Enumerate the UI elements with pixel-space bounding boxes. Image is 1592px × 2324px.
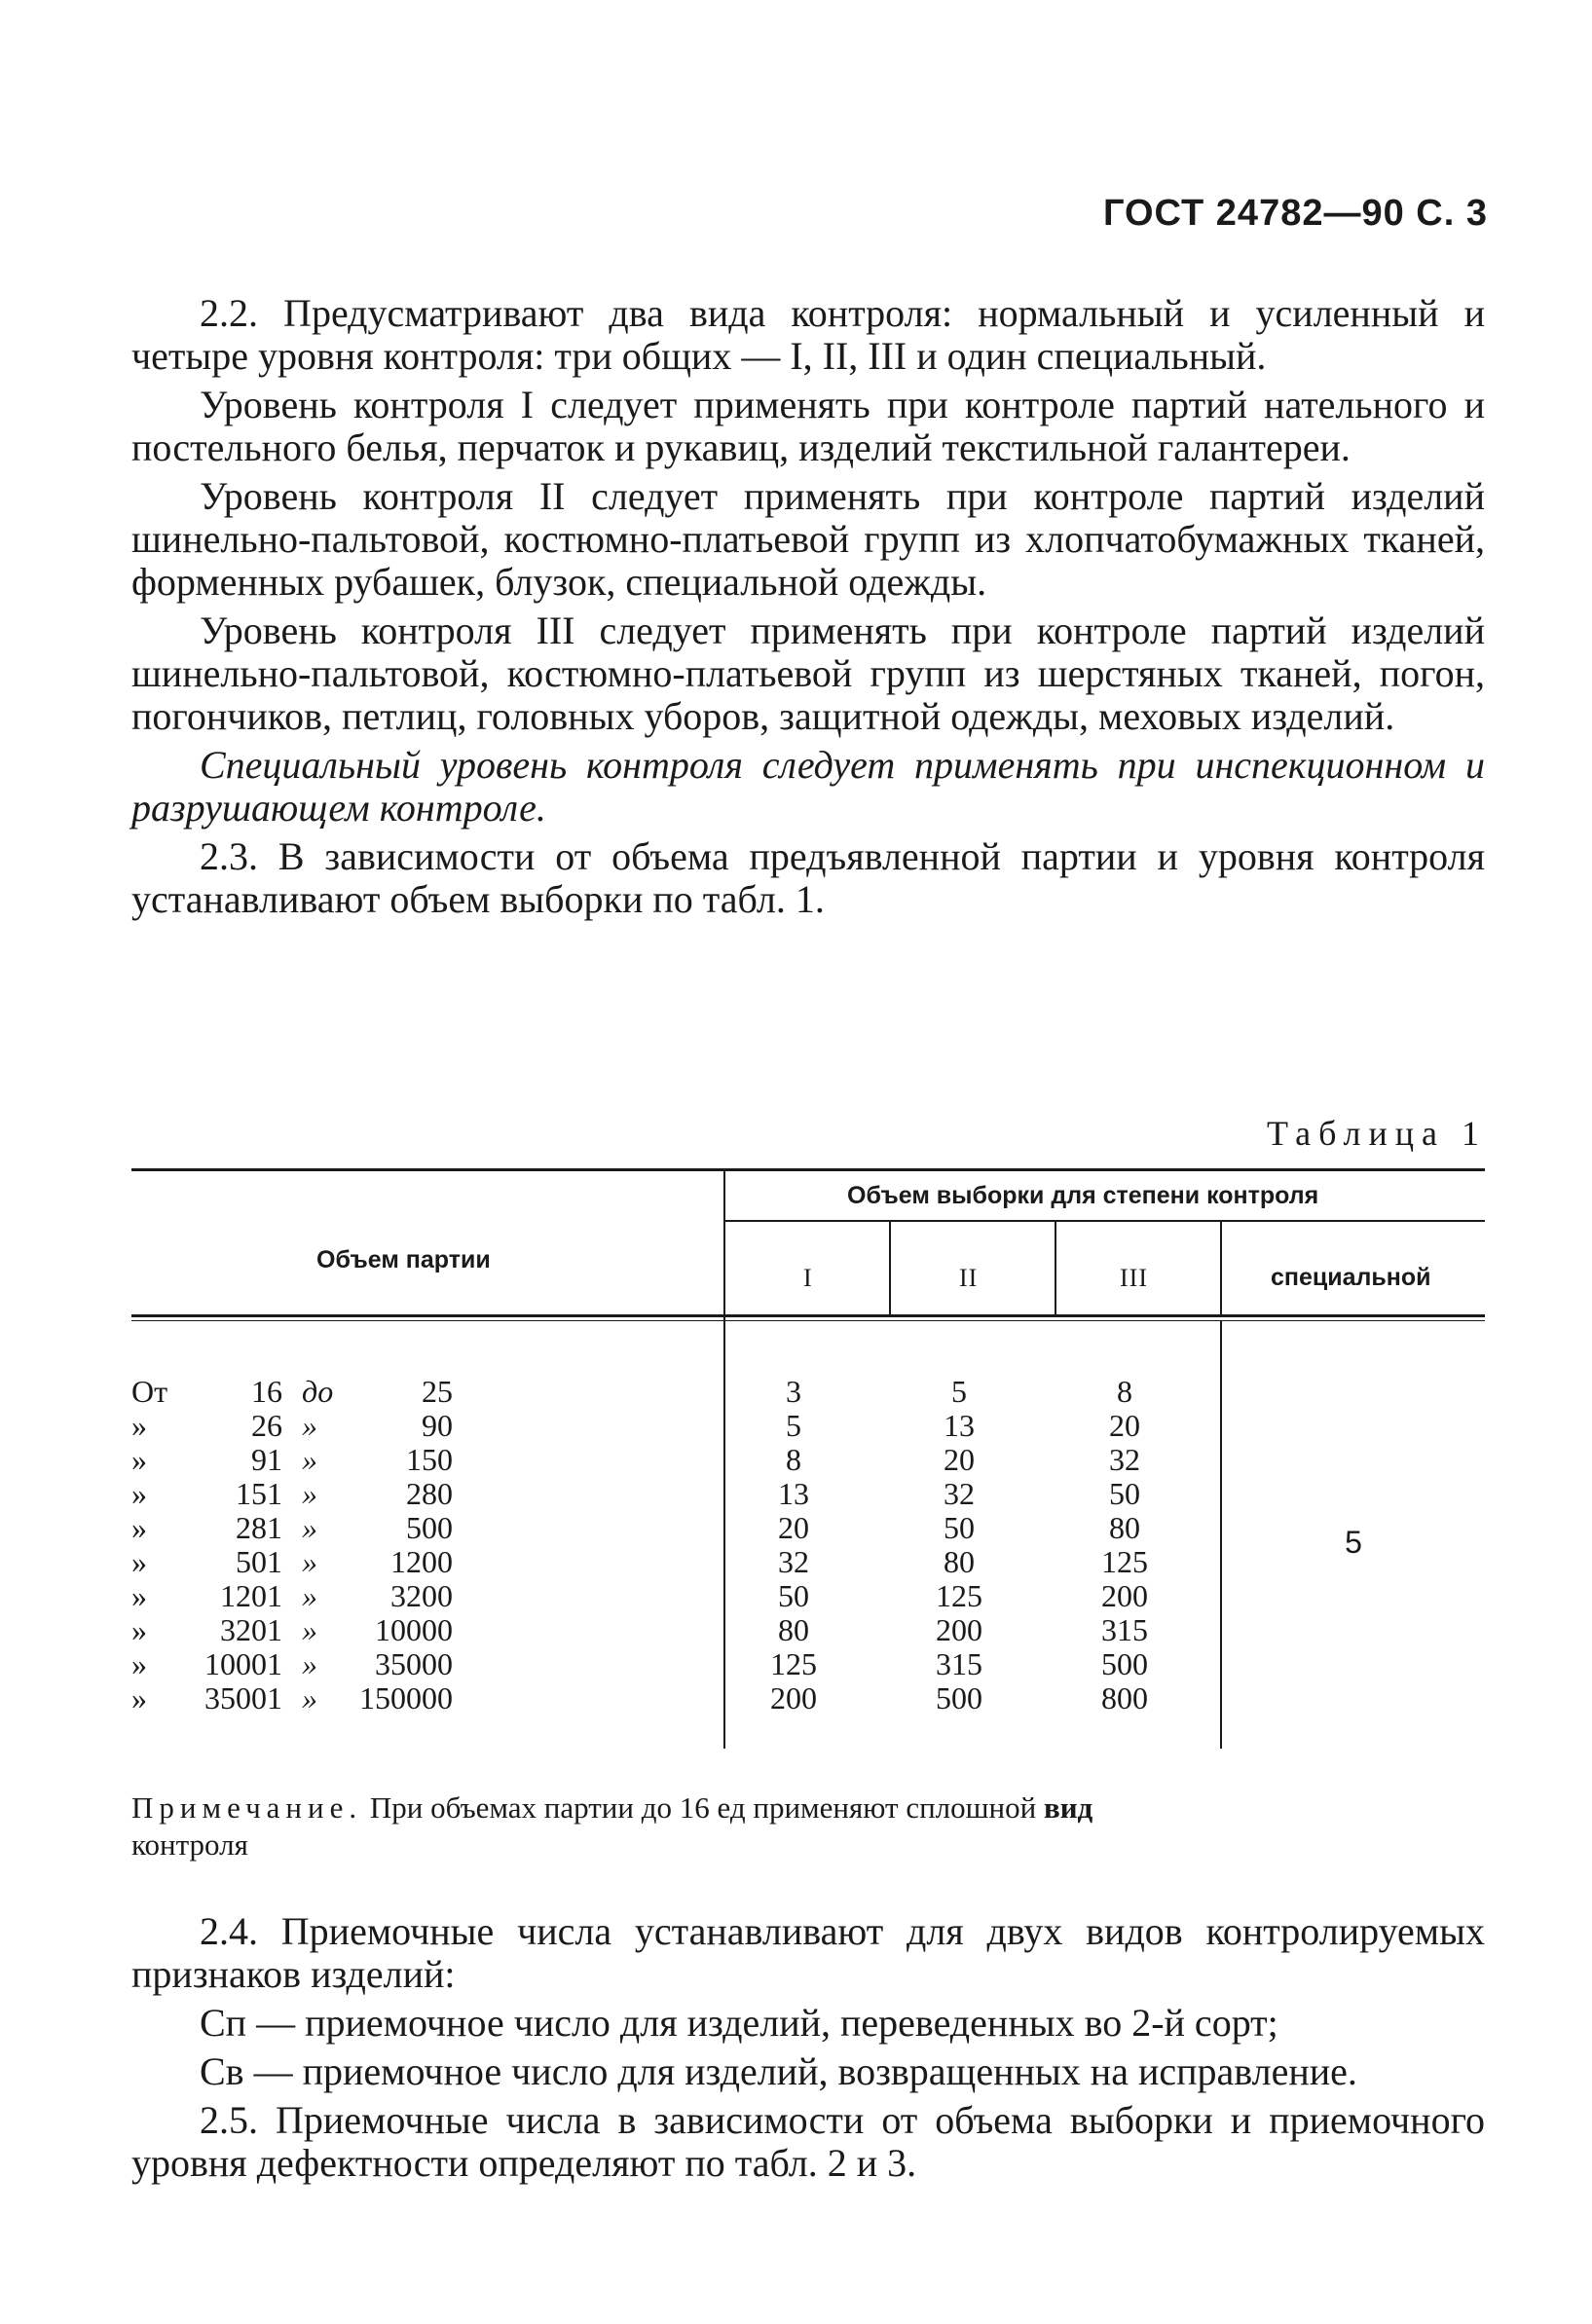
cell-l3: 125 [1101,1544,1148,1579]
cell-from: 26 [251,1408,282,1443]
cell-to_word: до [302,1374,334,1409]
table-row [131,1579,1485,1612]
cell-l2: 80 [944,1544,975,1579]
cell-prefix: » [131,1646,147,1681]
cell-l3: 500 [1101,1646,1148,1681]
page-header: ГОСТ 24782—90 С. 3 [1102,193,1488,234]
cell-l3: 50 [1109,1476,1140,1511]
cell-prefix: » [131,1612,147,1647]
cell-from: 151 [236,1476,282,1511]
cell-l2: 125 [936,1578,982,1613]
paragraph-sp: Сп — приемочное число для изделий, переведенных во 2-й сорт; [200,2001,1278,2045]
cell-from: 35001 [204,1680,282,1715]
cell-to_word: » [302,1680,317,1715]
cell-prefix: » [131,1408,147,1443]
paragraph-2-5: 2.5. Приемочные числа в зависимости от объема выборки и приемочного уровня дефектности определяют по табл. 2 и 3. [131,2098,1485,2185]
header-level-ii: II [959,1264,979,1292]
cell-to: 150 [406,1442,453,1477]
header-level-special: специальной [1271,1264,1431,1291]
table-group-rule [725,1220,1485,1222]
cell-prefix: » [131,1544,147,1579]
cell-to_word: » [302,1476,317,1511]
cell-to: 280 [406,1476,453,1511]
table-top-rule [131,1168,1485,1171]
note-tail: вид [1043,1790,1093,1825]
note-lead: Примечание. [131,1790,363,1825]
cell-l2: 32 [944,1476,975,1511]
table-vline-1 [889,1222,891,1314]
cell-to_word: » [302,1544,317,1579]
cell-l2: 13 [944,1408,975,1443]
cell-prefix: » [131,1476,147,1511]
cell-l1: 125 [770,1646,817,1681]
cell-l3: 200 [1101,1578,1148,1613]
cell-l1: 32 [778,1544,809,1579]
table-note [131,1789,1485,1863]
cell-l2: 5 [951,1374,967,1409]
cell-l1: 200 [770,1680,817,1715]
cell-to: 35000 [375,1646,453,1681]
cell-to_word: » [302,1408,317,1443]
cell-to_word: » [302,1646,317,1681]
table-row [131,1375,1485,1408]
paragraph-special-level: Специальный уровень контроля следует применять при инспекционном и разрушающем контроле. [131,743,1485,830]
cell-l1: 50 [778,1578,809,1613]
cell-to: 25 [422,1374,453,1409]
table-row [131,1681,1485,1715]
paragraph-level-3: Уровень контроля III следует применять при контроле партий изделий шинельно-пальтовой, костюмно-платьевой групп из шерстяных тканей, погон, погончиков, петлиц, головных уборов, защитной одежды, меховых изделий. [131,609,1485,738]
cell-l2: 50 [944,1510,975,1545]
table-row [131,1409,1485,1442]
cell-prefix: » [131,1510,147,1545]
cell-l1: 20 [778,1510,809,1545]
body-text-bottom [131,1910,1485,2191]
table-caption: Таблица 1 [1267,1114,1487,1153]
cell-to_word: » [302,1578,317,1613]
header-level-i: I [803,1264,813,1292]
cell-prefix: » [131,1442,147,1477]
paragraph-2-4: 2.4. Приемочные числа устанавливают для двух видов контролируемых признаков изделий: [131,1909,1485,1996]
table-row [131,1613,1485,1646]
cell-l1: 3 [786,1374,801,1409]
cell-from: 501 [236,1544,282,1579]
header-lot-size: Объем партии [316,1246,491,1273]
paragraph-sv: Св — приемочное число для изделий, возвращенных на исправление. [200,2049,1357,2093]
header-level-iii: III [1120,1264,1148,1292]
cell-to: 90 [422,1408,453,1443]
cell-to: 3200 [390,1578,453,1613]
paragraph-level-2: Уровень контроля II следует применять при контроле партий изделий шинельно-пальтовой, костюмно-платьевой групп из хлопчатобумажных тканей, форменных рубашек, блузок, специальной одежды. [131,474,1485,604]
header-sample-group: Объем выборки для степени контроля [847,1182,1319,1209]
cell-l2: 20 [944,1442,975,1477]
table-row [131,1443,1485,1476]
cell-l1: 8 [786,1442,801,1477]
table-row [131,1647,1485,1680]
cell-l3: 315 [1101,1612,1148,1647]
paragraph-2-3: 2.3. В зависимости от объема предъявленной партии и уровня контроля устанавливают объем выборки по табл. 1. [131,834,1485,921]
cell-l3: 32 [1109,1442,1140,1477]
cell-to: 150000 [359,1680,453,1715]
paragraph-2-2: 2.2. Предусматривают два вида контроля: нормальный и усиленный и четыре уровня контроля: три общих — I, II, III и один специальный. [131,291,1485,378]
cell-l3: 8 [1117,1374,1132,1409]
cell-from: 3201 [220,1612,282,1647]
cell-to: 500 [406,1510,453,1545]
paragraph-level-1: Уровень контроля I следует применять при контроле партий нательного и постельного белья, перчаток и рукавиц, изделий текстильной галантереи. [131,383,1485,469]
cell-from: 1201 [220,1578,282,1613]
cell-from: 10001 [204,1646,282,1681]
note-text: При объемах партии до 16 ед применяют сплошной [362,1790,1044,1825]
table-header-rule-thin [131,1320,1485,1321]
special-level-value: 5 [1345,1525,1362,1560]
cell-l1: 13 [778,1476,809,1511]
cell-to_word: » [302,1442,317,1477]
cell-to_word: » [302,1510,317,1545]
cell-to: 10000 [375,1612,453,1647]
cell-l1: 5 [786,1408,801,1443]
cell-l1: 80 [778,1612,809,1647]
cell-from: 91 [251,1442,282,1477]
cell-l2: 500 [936,1680,982,1715]
cell-from: 281 [236,1510,282,1545]
cell-prefix: » [131,1680,147,1715]
cell-l3: 20 [1109,1408,1140,1443]
body-text-top [131,292,1485,927]
cell-l2: 200 [936,1612,982,1647]
cell-l3: 80 [1109,1510,1140,1545]
note-line2: контроля [131,1827,248,1862]
table-1 [131,1168,1485,1749]
cell-prefix: » [131,1578,147,1613]
table-vline-3 [1220,1222,1222,1314]
table-header-rule [131,1314,1485,1317]
cell-prefix: От [131,1374,168,1409]
table-row [131,1477,1485,1510]
table-vline-2 [1055,1222,1056,1314]
cell-l3: 800 [1101,1680,1148,1715]
cell-from: 16 [251,1374,282,1409]
cell-to_word: » [302,1612,317,1647]
cell-l2: 315 [936,1646,982,1681]
cell-to: 1200 [390,1544,453,1579]
